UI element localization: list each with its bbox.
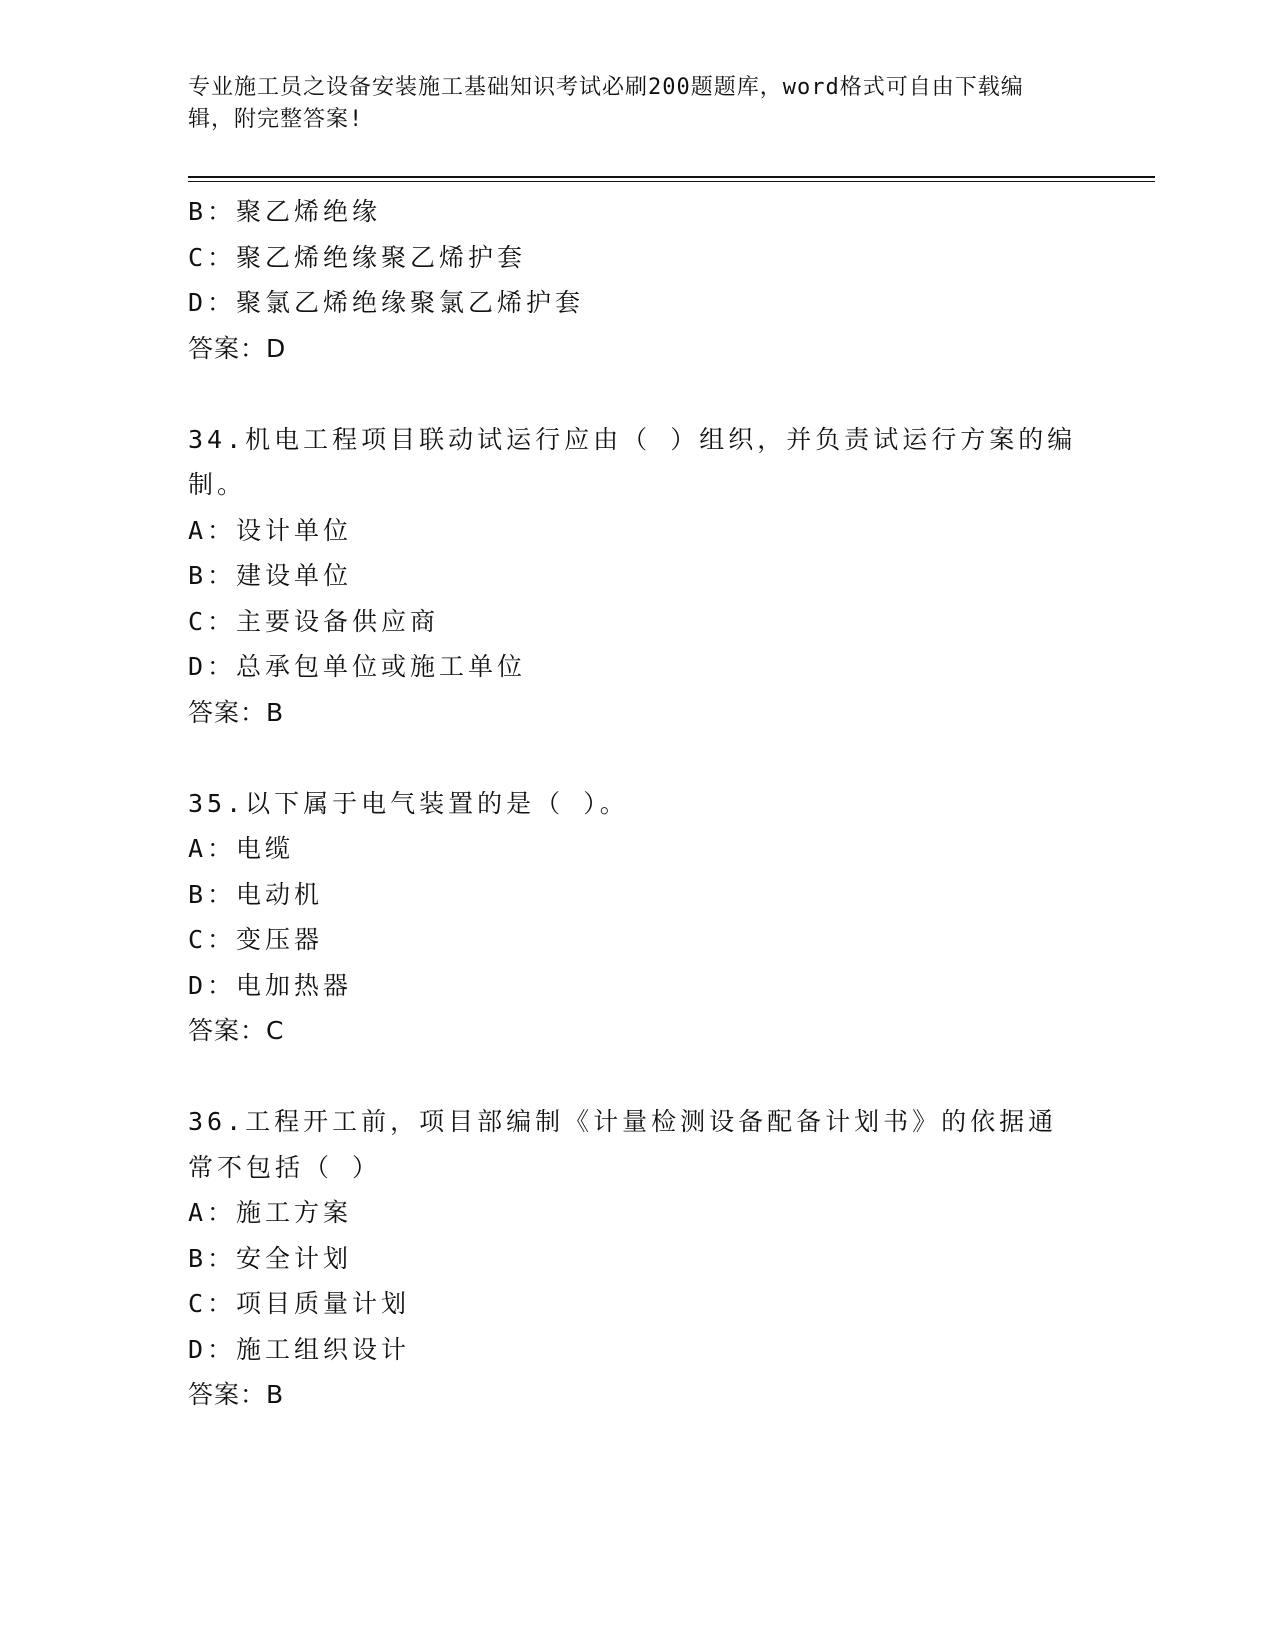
spacer — [188, 1054, 1078, 1100]
option-a: A：施工方案 — [188, 1198, 353, 1227]
question-36 — [188, 1099, 1078, 1418]
option-b: B：建设单位 — [188, 561, 353, 590]
spacer — [188, 735, 1078, 781]
option-d: D：电加热器 — [188, 970, 353, 1000]
option-c: C：变压器 — [188, 925, 324, 954]
answer: 答案：D — [188, 333, 287, 363]
question-stem: 34.机电工程项目联动试运行应由（ ）组织，并负责试运行方案的编制。 — [188, 424, 1077, 499]
answer: 答案：C — [188, 1016, 285, 1045]
option-d: D：总承包单位或施工单位 — [188, 652, 527, 681]
header-divider-thick — [188, 176, 1155, 178]
option-b: B：聚乙烯绝缘 — [188, 197, 382, 226]
option-c: C：项目质量计划 — [188, 1289, 411, 1318]
question-stem: 35.以下属于电气装置的是（ ）。 — [188, 788, 629, 818]
option-b: B：电动机 — [188, 879, 324, 909]
question-33-continued — [188, 189, 1078, 371]
question-35 — [188, 781, 1078, 1054]
option-a: A：电缆 — [188, 834, 295, 863]
document-header: 专业施工员之设备安装施工基础知识考试必刷200题题库，word格式可自由下载编辑，附完整答案! — [188, 75, 1024, 132]
header-divider-thin — [188, 181, 1155, 182]
spacer — [188, 371, 1078, 417]
option-b: B：安全计划 — [188, 1243, 353, 1273]
option-c: C：主要设备供应商 — [188, 606, 440, 636]
answer: 答案：B — [188, 697, 285, 727]
question-stem: 36.工程开工前，项目部编制《计量检测设备配备计划书》的依据通常不包括（ ） — [188, 1107, 1058, 1182]
option-d: D：施工组织设计 — [188, 1334, 411, 1364]
question-34 — [188, 417, 1078, 736]
option-c: C：聚乙烯绝缘聚乙烯护套 — [188, 242, 527, 272]
question-list — [188, 189, 1078, 1418]
answer: 答案：B — [188, 1380, 285, 1409]
option-d: D：聚氯乙烯绝缘聚氯乙烯护套 — [188, 288, 585, 317]
option-a: A：设计单位 — [188, 515, 353, 545]
